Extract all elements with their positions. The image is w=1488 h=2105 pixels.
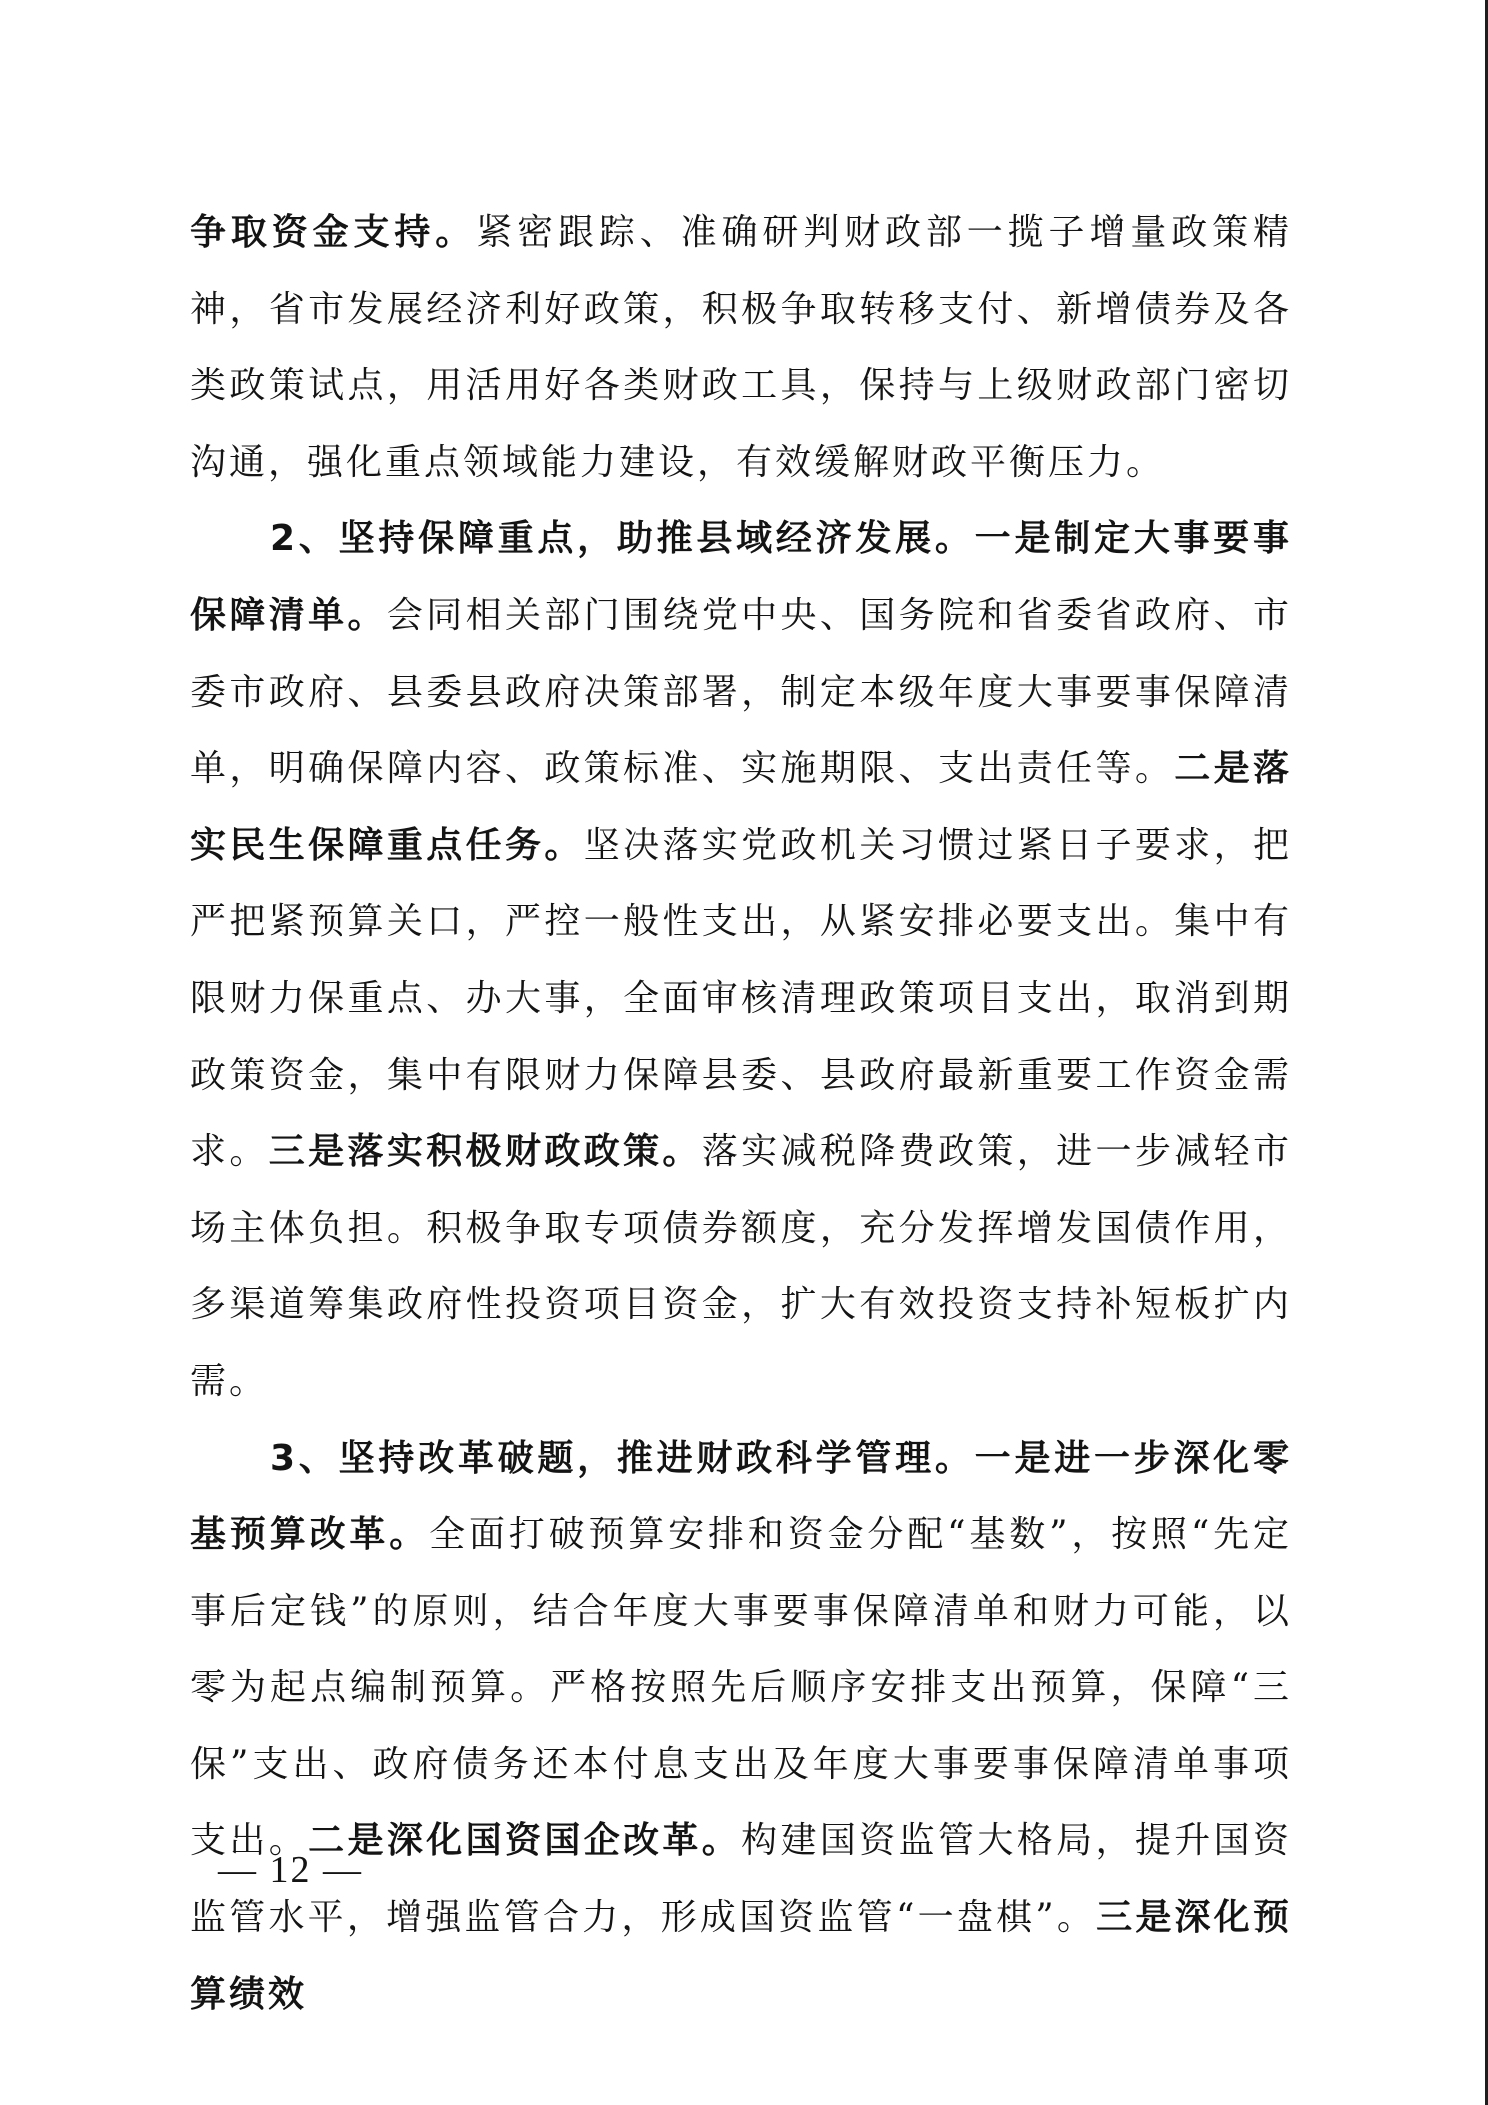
paragraph-2-subheading-2: 二是落实民生保障重点任务。	[190, 748, 1292, 866]
document-body	[190, 195, 1292, 2033]
paragraph-2	[190, 501, 1292, 1420]
paragraph-2-heading: 2、坚持保障重点，助推县域经济发展。一是制定大事要事保障清单。	[190, 518, 1292, 636]
page-number: — 12 —	[218, 1849, 363, 1891]
paragraph-2-text-1: 会同相关部门围绕党中央、国务院和省委省政府、市委市政府、县委县政府决策部署，制定本级年度大事要事保障清单，明确保障内容、政策标准、实施期限、支出责任等。	[190, 594, 1292, 790]
paragraph-3-text-1: 全面打破预算安排和资金分配“基数”，按照“先定事后定钱”的原则，结合年度大事要事保障清单和财力可能，以零为起点编制预算。严格按照先后顺序安排支出预算，保障“三保”支出、政府债务还本付息支出及年度大事要事保障清单事项支出。	[190, 1514, 1292, 1862]
paragraph-3-text-2: 构建国资监管大格局，提升国资监管水平，增强监管合力，形成国资监管“一盘棋”。	[190, 1820, 1292, 1939]
paragraph-3-subheading-3: 三是深化预算绩效	[190, 1897, 1292, 2015]
paragraph-1-heading: 争取资金支持。	[190, 212, 477, 253]
paragraph-1-text: 紧密跟踪、准确研判财政部一揽子增量政策精神，省市发展经济利好政策，积极争取转移支付、新增债券及各类政策试点，用活用好各类财政工具，保持与上级财政部门密切沟通，强化重点领域能力建设，有效缓解财政平衡压力。	[190, 212, 1292, 483]
paragraph-2-text-2: 坚决落实党政机关习惯过紧日子要求，把严把紧预算关口，严控一般性支出，从紧安排必要支出。集中有限财力保重点、办大事，全面审核清理政策项目支出，取消到期政策资金，集中有限财力保障县委、县政府最新重要工作资金需求。	[190, 824, 1292, 1173]
paragraph-2-subheading-3: 三是落实积极财政政策。	[268, 1131, 702, 1173]
paragraph-3-heading: 3、坚持改革破题，推进财政科学管理。一是进一步深化零基预算改革。	[190, 1437, 1292, 1556]
paragraph-1	[190, 195, 1292, 501]
paragraph-3	[190, 1421, 1292, 2034]
paragraph-2-text-3: 落实减税降费政策，进一步减轻市场主体负担。积极争取专项债券额度，充分发挥增发国债作用，多渠道筹集政府性投资项目资金，扩大有效投资支持补短板扩内需。	[190, 1131, 1292, 1402]
paragraph-3-subheading-2: 二是深化国资国企改革。	[308, 1820, 742, 1862]
